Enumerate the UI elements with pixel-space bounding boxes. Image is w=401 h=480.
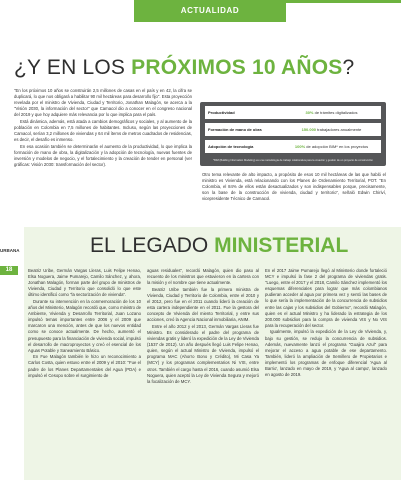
lower-column-3 [265,268,387,379]
value-rest: trabajadores anualmente [317,127,362,132]
lower-column-2 [147,268,259,385]
table-row [205,123,381,136]
top-accent-bar [286,0,401,3]
value-strong: 100% [294,144,306,149]
value-rest: de adopción BIM* en los proyectos [306,144,369,149]
paragraph: Entre el año 2012 y el 2013, Germán Vargas Lleras fue Ministro. Es considerado el padre del programa de viviendas gratis y lideró la expedición de la Ley de Vivienda (1537 de 2012). Un año después llegó Luis Felipe Henao, quien, según el actual Ministro de Vivienda, impulsó el programa MAC (Ahorro Bono y Crédito), Mi Casa Ya (MCY) y los programas complementarios Ni VIS, entre otros. También el cargo hasta el 2016, cuando asumió Elsa Noguera, quien aceptó la Ley de Vivienda Segura y mejoró la focalización de MCY. [147,323,259,384]
value-rest: de trámites digitalizados [314,110,358,115]
paragraph: Beatriz Uribe también fue la primera ministra de Vivienda, Ciudad y Territorio de Colombia, entre el 2010 y el 2012, pero fue en el 2011 cuando lideró la creación de esta cartera independiente en el 2011. Fue la gestora del concepto de Vivienda del miento Territorial, y entre sus acciones, creó la Agencia Nacional inmobiliaria, ANIM. [147,286,259,323]
value-strong: 150.000 [301,127,317,132]
lower-column-1 [28,268,141,379]
table-row-value [282,110,381,115]
headline-end: ? [342,56,355,79]
vision-2030-table [200,102,386,166]
headline-highlight: MINISTERIAL [214,234,349,257]
headline-legado-ministerial [90,234,348,258]
paragraph: aguas residuales", recordó Malagón, quien dio paso al recuento de los ministros que estuvieron en la cartera con la misión y el nombre que tiene actualmente. [147,268,259,286]
paragraph: Igualmente, impulsó la expedición de la Ley de Vivienda, y, bajo su gestión, se redujo la concurrencia de subsidios. Además, nuevamente lanzó el programa "Guajira Azul" para mejorar el acceso a agua potable de ese departamento. También, lideró la ampliación de Semillero de Propietarios e implementó los programas de enfoque diferencial 'Agua al Barrio', lanzado en mayo de 2019, y 'Agua al campo', lanzado en agosto de 2019. [265,329,387,378]
headline-proximos-10-anos [14,56,354,80]
paragraph: En el 2017 Jaime Pumarejo llegó al Ministerio donde fortaleció MCY e impulsó la fase 2 del programa de viviendas gratis. "Luego, entre el 2017 y el 2018, Camilo Sánchez implementó los esquemas diferenciales para lograr que más colombianos pudieran acceder al agua por primera vez y sentó las bases de lo que sería la implementación de la concurrencia de subsidios entre las cajas y los subsidios del Gobierno", recordó Malagón, quien es el actual Ministro y ha liderado la estrategia de los 200.000 subsidios para la compra de vivienda VIS y No VIS para la recuperación del sector. [265,268,387,328]
upper-left-column [14,88,192,169]
paragraph: En esa ocasión también se determinarán el aumento de la productividad, lo que implica la formación de mano de obra, la digitalización y la adopción de tecnología, nuevas fuentes de inversión y modelos de negocio, y el fortalecimiento y la creación de tender en personal (ver gráficas: Visión 2030: transformación del sector). [14,143,192,168]
upper-right-column [202,172,386,203]
paragraph: Durante su intervención en la conmemoración de los 10 años del Ministerio, Malagón recordó que, como ministro de Ambiente, Vivienda y Desarrollo Territorial, Juan Lozano impulsó temas importantes entre 2006 y el 2009 que marcaron una mención, antes de que los nuevos entidad como se conoce actualmente. De hecho, aumentó el presupuesto para la financiación de vivienda social, impulsó el desarrollo de macroproyectos y creó el esencial de los Aguas Potable y Saneamiento Básico. [28,298,141,353]
table-row-label: Adopción de tecnología [208,144,254,149]
paragraph: En Fue Malagón también le hizo un reconocimiento a Carlos Costa, quien estuvo entre el 2009 y el 2010: "Fue el padre de los Planes Departamentales del Agua (PDA) e impulsó el Cesopo sobre el surgimiento de [28,354,141,378]
section-side-label: URBANA [0,248,20,253]
section-tab: ACTUALIDAD [134,0,286,22]
table-row-value [282,144,381,149]
page-number: 18 [0,266,18,275]
table-row [205,140,381,153]
value-strong: 30% [305,110,314,115]
table-row [205,106,381,119]
paragraph: Otro tema relevante de alto impacto, a propósito de esos 10 mil hectáreas de las que habló el ministro es Vivienda, está relacionando con los Planes de Ordenamiento Territorial, POT. "En Colombia, el 84% de ellos están desactualizados y son indispensables porque, precisamente, son la base de la construcción de vivienda, ciudad y territorio", señaló Edwin Chiriví, vicepresidente Técnico de Camacol. [202,172,386,202]
table-row-value [282,127,381,132]
paragraph: "En los próximos 10 años se construirán 2,5 millones de casas en el país y en 42, la cifra se duplicará, lo que nos obligará a habilitar 90 mil hectáreas para desarrollo fijo". Esta proyección revelada por el ministro de Vivienda, Ciudad y Territorio, Jonathan Malagón, se acerca a la "Visión 2030, la información del sector" que Camacol dio a conocer en el congreso nacional del 2019 y que hoy adquiere más relevancia por lo que implica para el país. [14,88,192,118]
headline-highlight: PRÓXIMOS 10 AÑOS [131,56,343,79]
headline-plain: ¿Y EN LOS [14,56,132,79]
table-footnote: *BIM (Building Information Modeling) es una metodología de trabajo colaborativa para la creación y gestión de un proyecto de construcción [213,159,373,162]
paragraph: Beatriz Uribe, Germán Vargas Lleras, Luis Felipe Henao, Elsa Noguera, Jaime Pumarejo, Camilo Sánchez, y, ahora, Jonathan Malagón, forman parte del grupo de ministros de Vivienda, Ciudad y Territorio que consolidó lo que este último identificó como "la sectorización de vivienda". [28,268,141,298]
paragraph: Está dinámica, además, está atada a cambios demográficos y sociales, y al aumento de la población en Colombia en 7,5 millones de habitantes. Incluso, según las proyecciones de Camacol, serían 3,2 millones de viviendas y 64 mil ítems de metros cuadrados de residencias, es decir, el desafío es inmenso. [14,118,192,143]
table-row-label: Productividad [208,110,235,115]
table-row-label: Formación de mano de obra [208,127,262,132]
headline-plain: EL LEGADO [90,234,215,257]
